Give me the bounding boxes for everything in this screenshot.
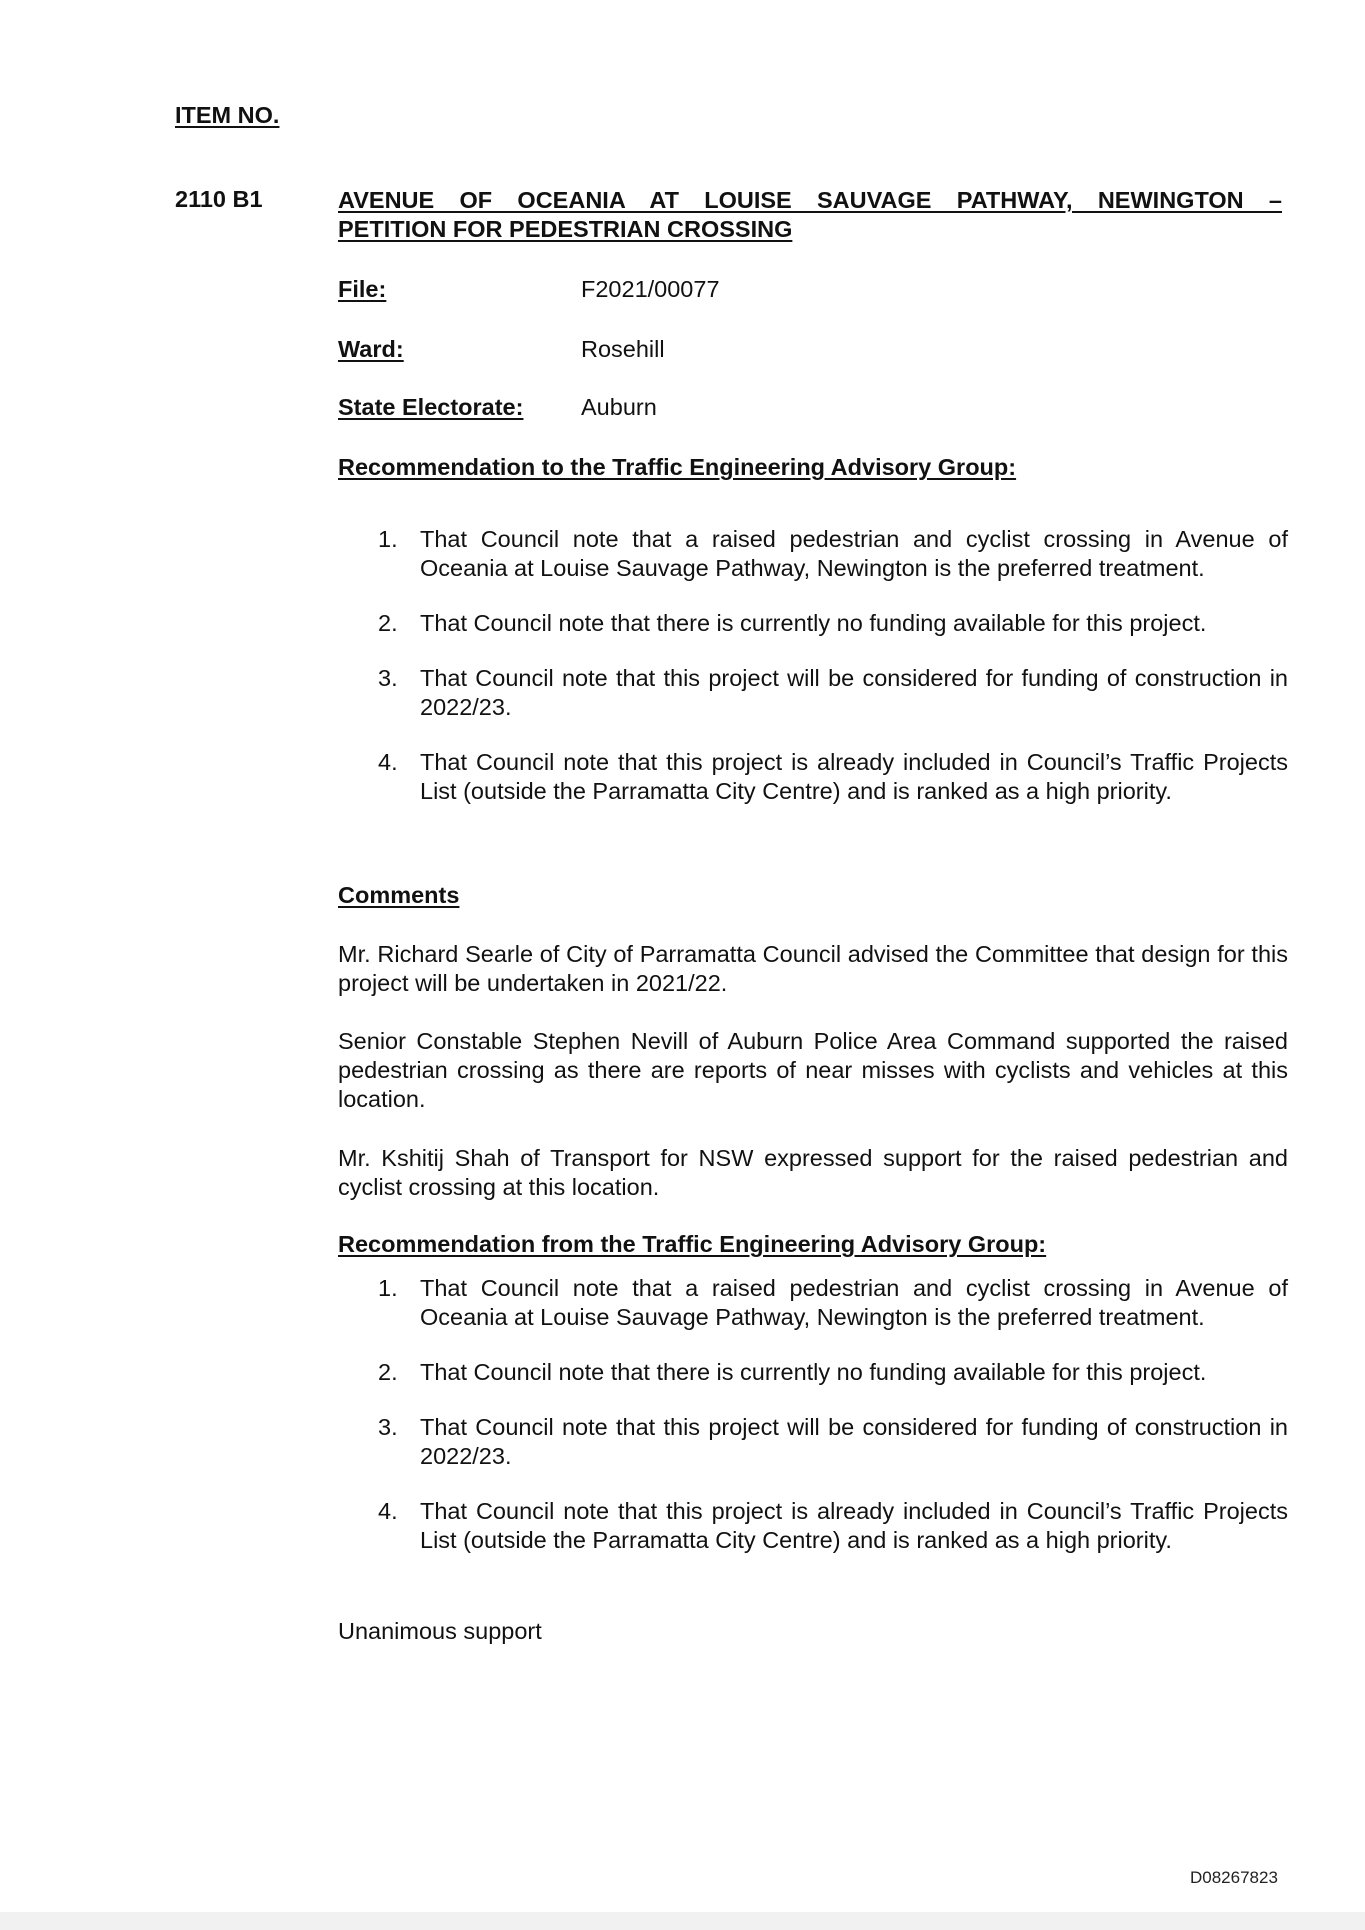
list-item-text: That Council note that this project is already included in Council’s Traffic Projects List (outside the Parramatta City Centre) and is ranked as a high priority. [420, 1498, 1288, 1553]
list-item-text: That Council note that there is currently no funding available for this project. [420, 610, 1207, 636]
list-item-number: 4. [378, 749, 398, 775]
list-item-number: 2. [378, 1359, 398, 1385]
recommendation-to-heading: Recommendation to the Traffic Engineering Advisory Group: [338, 454, 1017, 480]
list-item [338, 748, 1288, 806]
list-item-number: 2. [378, 610, 398, 636]
comment-paragraph: Senior Constable Stephen Nevill of Auburn Police Area Command supported the raised pedestrian crossing as there are reports of near misses with cyclists and vehicles at this location. [338, 1028, 1288, 1112]
list-item-number: 3. [378, 665, 398, 691]
list-item-text: That Council note that this project will be considered for funding of construction in 2022/23. [420, 1414, 1288, 1469]
item-title-line-2: PETITION FOR PEDESTRIAN CROSSING [338, 216, 793, 242]
list-item [338, 525, 1288, 583]
document-id: D08267823 [1190, 1868, 1278, 1887]
list-item-text: That Council note that this project will be considered for funding of construction in 2022/23. [420, 665, 1288, 720]
list-item-text: That Council note that a raised pedestrian and cyclist crossing in Avenue of Oceania at Louise Sauvage Pathway, Newington is the preferred treatment. [420, 526, 1288, 581]
list-item-text: That Council note that a raised pedestrian and cyclist crossing in Avenue of Oceania at Louise Sauvage Pathway, Newington is the preferred treatment. [420, 1275, 1288, 1330]
page-bottom-edge [0, 1912, 1365, 1930]
ward-value: Rosehill [581, 336, 665, 362]
list-item-text: That Council note that there is currently no funding available for this project. [420, 1359, 1207, 1385]
list-item [338, 1413, 1288, 1471]
list-item [338, 1274, 1288, 1332]
ward-label: Ward: [338, 336, 404, 362]
comment-paragraph: Mr. Richard Searle of City of Parramatta Council advised the Committee that design for this project will be undertaken in 2021/22. [338, 941, 1288, 996]
recommendation-from-heading: Recommendation from the Traffic Engineering Advisory Group: [338, 1231, 1047, 1257]
list-item [338, 1358, 1288, 1387]
state-electorate-label: State Electorate: [338, 394, 524, 420]
list-item-number: 1. [378, 1275, 398, 1301]
recommendation-from-list [338, 1274, 1288, 1555]
list-item-number: 1. [378, 526, 398, 552]
outcome-text: Unanimous support [338, 1618, 542, 1644]
item-title-line-1: AVENUE OF OCEANIA AT LOUISE SAUVAGE PATHWAY, NEWINGTON – [338, 187, 1282, 213]
recommendation-to-list [338, 525, 1288, 806]
list-item-number: 3. [378, 1414, 398, 1440]
file-value: F2021/00077 [581, 276, 720, 302]
list-item [338, 1497, 1288, 1555]
item-code: 2110 B1 [175, 186, 263, 212]
comments-heading: Comments [338, 882, 460, 908]
list-item-text: That Council note that this project is already included in Council’s Traffic Projects List (outside the Parramatta City Centre) and is ranked as a high priority. [420, 749, 1288, 804]
list-item [338, 664, 1288, 722]
comment-paragraph: Mr. Kshitij Shah of Transport for NSW expressed support for the raised pedestrian and cyclist crossing at this location. [338, 1145, 1288, 1200]
list-item-number: 4. [378, 1498, 398, 1524]
item-title [338, 186, 1282, 244]
list-item [338, 609, 1288, 638]
file-label: File: [338, 276, 387, 302]
state-electorate-value: Auburn [581, 394, 657, 420]
item-no-label: ITEM NO. [175, 102, 280, 128]
